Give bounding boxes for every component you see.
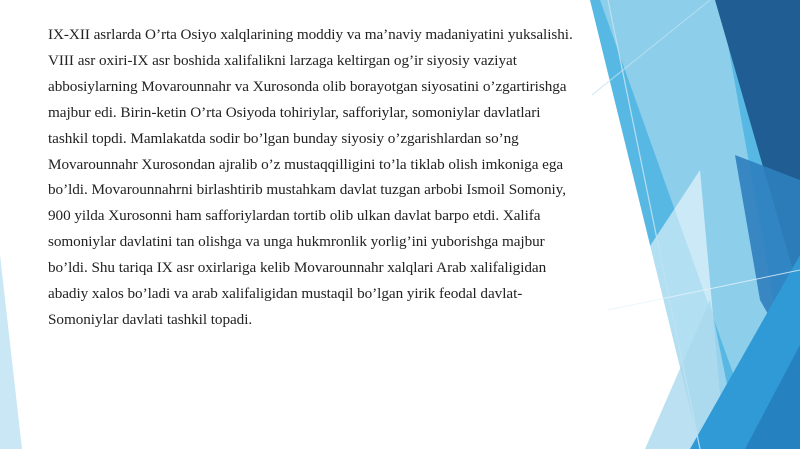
text-line: Somoniylar davlati tashkil topadi. [48, 310, 253, 328]
left-edge-facet [0, 255, 22, 449]
text-line: Movarounnahr Xurosondan ajralib o’z mustaqqilligini to’la tiklab olish imkoniga ega [48, 155, 564, 173]
text-line: somoniylar davlatini tan olishga va unga hukmronlik yorlig’ini yuborishga majbur [48, 233, 545, 251]
text-line: bo’ldi. Shu tariqa IX asr oxirlariga kelib Movarounnahr xalqlari Arab xalifaligidan [48, 259, 547, 277]
text-line: VIII asr oxiri-IX asr boshida xalifalikni larzaga keltirgan og’ir siyosiy vaziyat [48, 51, 517, 69]
text-line: abadiy xalos bo’ladi va arab xalifaligidan mustaqil bo’lgan yirik feodal davlat- [48, 285, 523, 303]
slide-body-text [48, 22, 608, 333]
text-line: majbur edi. Birin-ketin O’rta Osiyoda tohiriylar, safforiylar, somoniylar davlatlari [48, 103, 541, 121]
text-line: bo’ldi. Movarounnahrni birlashtirib mustahkam davlat tuzgan arbobi Ismoil Somoniy, [48, 181, 566, 199]
text-line: tashkil topdi. Mamlakatda sodir bo’lgan bunday siyosiy o’zgarishlardan so’ng [48, 129, 519, 147]
text-line: abbosiylarning Movarounnahr va Xurosonda olib borayotgan siyosatini o’zgartirishga [48, 77, 567, 95]
text-line: IX-XII asrlarda O’rta Osiyo xalqlarining moddiy va ma’naviy madaniyatini yuksalishi. [48, 26, 573, 43]
text-line: 900 yilda Xurosonni ham safforiylardan tortib olib ulkan davlat barpo etdi. Xalifa [48, 207, 541, 225]
